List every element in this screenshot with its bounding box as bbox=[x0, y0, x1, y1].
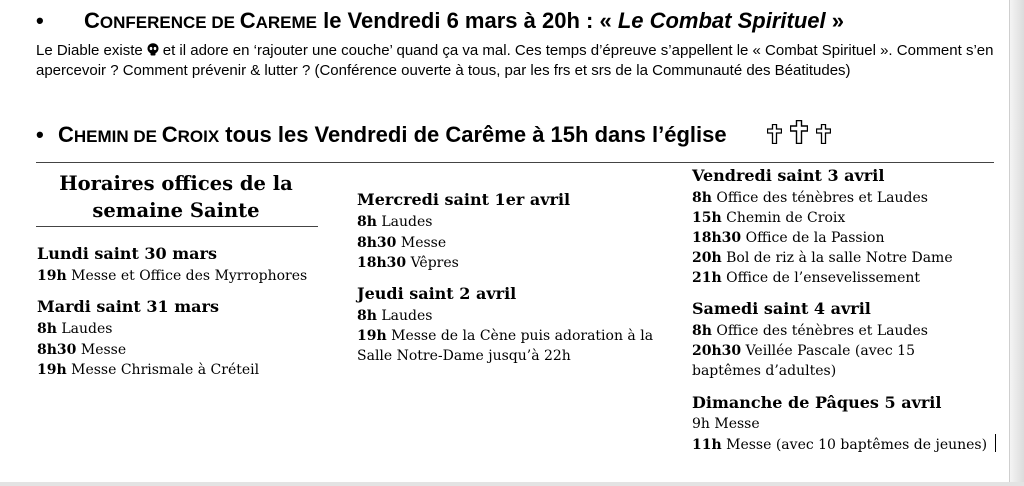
day-heading-mardi: Mardi saint 31 mars bbox=[37, 297, 219, 316]
list-item: 8h Laudes bbox=[357, 214, 433, 230]
bullet: • bbox=[36, 122, 44, 147]
list-item: 8h Office des ténèbres et Laudes bbox=[692, 323, 928, 339]
title-underline bbox=[36, 226, 318, 227]
list-item: 18h30 Vêpres bbox=[357, 255, 459, 271]
list-item: 8h30 Messe bbox=[357, 235, 447, 251]
list-item: 9h Messe bbox=[692, 416, 760, 432]
chemin-de-croix-heading: • CHEMIN DE CROIX tous les Vendredi de Carême à 15h dans l’église bbox=[36, 120, 833, 150]
list-item: 19h Messe et Office des Myrrophores bbox=[37, 268, 308, 284]
day-heading-samedi: Samedi saint 4 avril bbox=[692, 299, 871, 318]
list-item: 8h Office des ténèbres et Laudes bbox=[692, 190, 928, 206]
horizontal-rule bbox=[36, 162, 994, 163]
conference-description: Le Diable existe et il adore en ‘rajouter une couche’ quand ça va mal. Ces temps d’épreuve s’appellent le « Combat Spirituel ». Comment s’en apercevoir ? Comment prévenir & lutter ? (Conférence ouverte à tous, par les frs et srs de la Communauté des Béatitudes) bbox=[36, 42, 994, 79]
list-item: Salle Notre-Dame jusqu’à 22h bbox=[357, 348, 571, 364]
list-item: 8h Laudes bbox=[37, 321, 113, 337]
list-item: 8h30 Messe bbox=[37, 342, 127, 358]
list-item: 15h Chemin de Croix bbox=[692, 210, 846, 226]
day-heading-vendredi: Vendredi saint 3 avril bbox=[692, 166, 885, 185]
latin-cross-icon bbox=[767, 124, 782, 144]
window-frame-right bbox=[1009, 0, 1024, 486]
list-item: 11h Messe (avec 10 baptêmes de jeunes) bbox=[692, 434, 996, 455]
latin-cross-icon bbox=[790, 120, 808, 144]
list-item: 8h Laudes bbox=[357, 308, 433, 324]
list-item: 20h30 Veillée Pascale (avec 15 bbox=[692, 343, 916, 359]
day-heading-mercredi: Mercredi saint 1er avril bbox=[357, 190, 571, 209]
schedule-title: Horaires offices de la semaine Sainte bbox=[59, 172, 293, 222]
bullet: • bbox=[36, 8, 44, 33]
skull-icon bbox=[147, 42, 159, 55]
list-item: 20h Bol de riz à la salle Notre Dame bbox=[692, 250, 953, 266]
day-heading-dimanche: Dimanche de Pâques 5 avril bbox=[692, 393, 942, 412]
crosses-group bbox=[767, 120, 833, 150]
list-item: 18h30 Office de la Passion bbox=[692, 230, 885, 246]
window-frame-bottom bbox=[0, 482, 1024, 486]
text-cursor bbox=[995, 434, 996, 452]
conference-heading: • CONFERENCE DE CAREME le Vendredi 6 mars à 20h : « Le Combat Spirituel » bbox=[36, 8, 844, 33]
list-item: 19h Messe de la Cène puis adoration à la bbox=[357, 328, 654, 344]
list-item: 21h Office de l’ensevelissement bbox=[692, 270, 921, 286]
day-heading-lundi: Lundi saint 30 mars bbox=[37, 244, 217, 263]
latin-cross-icon bbox=[816, 124, 831, 144]
list-item: 19h Messe Chrismale à Créteil bbox=[37, 362, 260, 378]
list-item: baptêmes d’adultes) bbox=[692, 363, 837, 379]
day-heading-jeudi: Jeudi saint 2 avril bbox=[357, 284, 517, 303]
